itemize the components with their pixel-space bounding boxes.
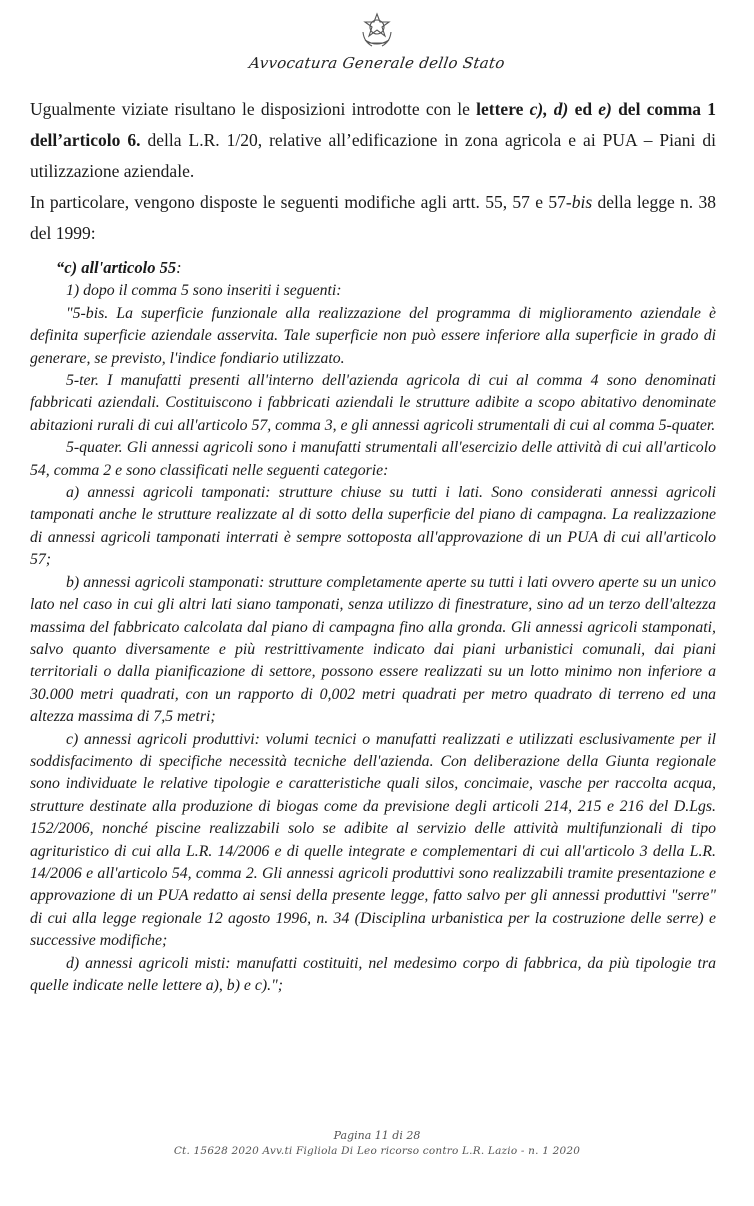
page-footer xyxy=(0,1128,754,1159)
paragraph-5-ter: 5-ter. I manufatti presenti all'interno dell'azienda agricola di cui al comma 4 sono denominati fabbricati aziendali. Costituiscono i fabbricati aziendali le strutture adibite a scopo abitativo denominate abitazioni rurali di cui all'articolo 57, comma 3, e gli annessi agricoli strumentali di cui al comma 5-quater. xyxy=(30,372,716,434)
category-a: a) annessi agricoli tamponati: strutture chiuse su tutti i lati. Sono considerati annessi agricoli tamponati anche le strutture realizzate al di sotto della superficie del piano di campagna. La realizzazione di annessi agricoli tamponati interrati è sempre sottoposta all'approvazione di un PUA di cui all'articolo 57; xyxy=(30,484,716,569)
article-heading: “c) all'articolo 55: xyxy=(56,258,182,277)
quote-line-1: 1) dopo il comma 5 sono inseriti i seguenti: xyxy=(66,282,342,300)
republic-emblem-icon xyxy=(360,10,394,50)
category-b: b) annessi agricoli stamponati: strutture completamente aperte su tutti i lati ovvero aperte su un unico lato nel caso in cui gli altri lati siano tamponati, senza utilizzo di finestrature, sino ad un terzo dell'altezza massima del fabbricato calcolata dal piano di campagna fino alla gronda. Gli annessi agricoli stamponati, salvo quanto diversamente e più restrittivamente indicato dai piani urbanistici comunali, dai piani territoriali o dalla pianificazione di settore, possono essere realizzati su un lotto minimo non inferiore a 30.000 metri quadrati, con un rapporto di 0,002 metri quadrati per metro quadrato di terreno ed una altezza massima di 7,5 metri; xyxy=(30,573,716,726)
intro-paragraph-2: In particolare, vengono disposte le seguenti modifiche agli artt. 55, 57 e 57-bis della legge n. 38 del 1999: xyxy=(30,192,717,243)
letterhead xyxy=(0,10,754,72)
category-c: c) annessi agricoli produttivi: volumi tecnici o manufatti realizzati e utilizzati esclusivamente per il soddisfacimento di specifiche necessità tecniche dell'azienda. Con deliberazione della Giunta regionale sono individuate le relative tipologie e caratteristiche quali silos, concimaie, vasche per raccolta acqua, strutture destinate alla produzione di biogas come da previsione degli articoli 214, 215 e 216 del D.Lgs. 152/2006, nonché piscine realizzabili solo se adibite al servizio delle attività multifunzionali di tipo agrituristico di cui alla L.R. 14/2006 e di quelle integrate e complementari di cui all'articolo 3 della L.R. 14/2006 e all'articolo 54, comma 2. Gli annessi agricoli produttivi sono realizzabili tramite presentazione e approvazione di un PUA redatto ai sensi della presente legge, fatto salvo per gli annessi produttivi "serre" di cui alla legge regionale 12 agosto 1996, n. 34 (Disciplina urbanistica per la costruzione delle serre) e successive modifiche; xyxy=(30,730,716,950)
paragraph-5-quater: 5-quater. Gli annessi agricoli sono i manufatti strumentali all'esercizio delle attività di cui all'articolo 54, comma 2 e sono classificati nelle seguenti categorie: xyxy=(30,439,716,479)
document-body xyxy=(30,94,716,997)
office-name: Avvocatura Generale dello Stato xyxy=(247,54,507,72)
category-d: d) annessi agricoli misti: manufatti costituiti, nel medesimo corpo di fabbrica, da più tipologie tra quelle indicate nelle lettere a), b) e c)."; xyxy=(30,954,716,994)
quoted-amendment xyxy=(30,257,716,997)
paragraph-5-bis: "5-bis. La superficie funzionale alla realizzazione del programma di miglioramento aziendale è definita superficie aziendale asservita. Tale superficie non può essere inferiore alla superficie in grado di generare, se previsto, l'indice fondiario utilizzato. xyxy=(30,304,716,367)
page-number: Pagina 11 di 28 xyxy=(333,1129,421,1142)
intro-paragraph-1: Ugualmente viziate risultano le disposizioni introdotte con le lettere c), d) ed e) del comma 1 dell’articolo 6. della L.R. 1/20, relative all’edificazione in zona agricola e ai PUA – Piani di utilizzazione aziendale. xyxy=(30,99,717,181)
case-reference: Ct. 15628 2020 Avv.ti Figliola Di Leo ricorso contro L.R. Lazio - n. 1 2020 xyxy=(173,1145,581,1157)
